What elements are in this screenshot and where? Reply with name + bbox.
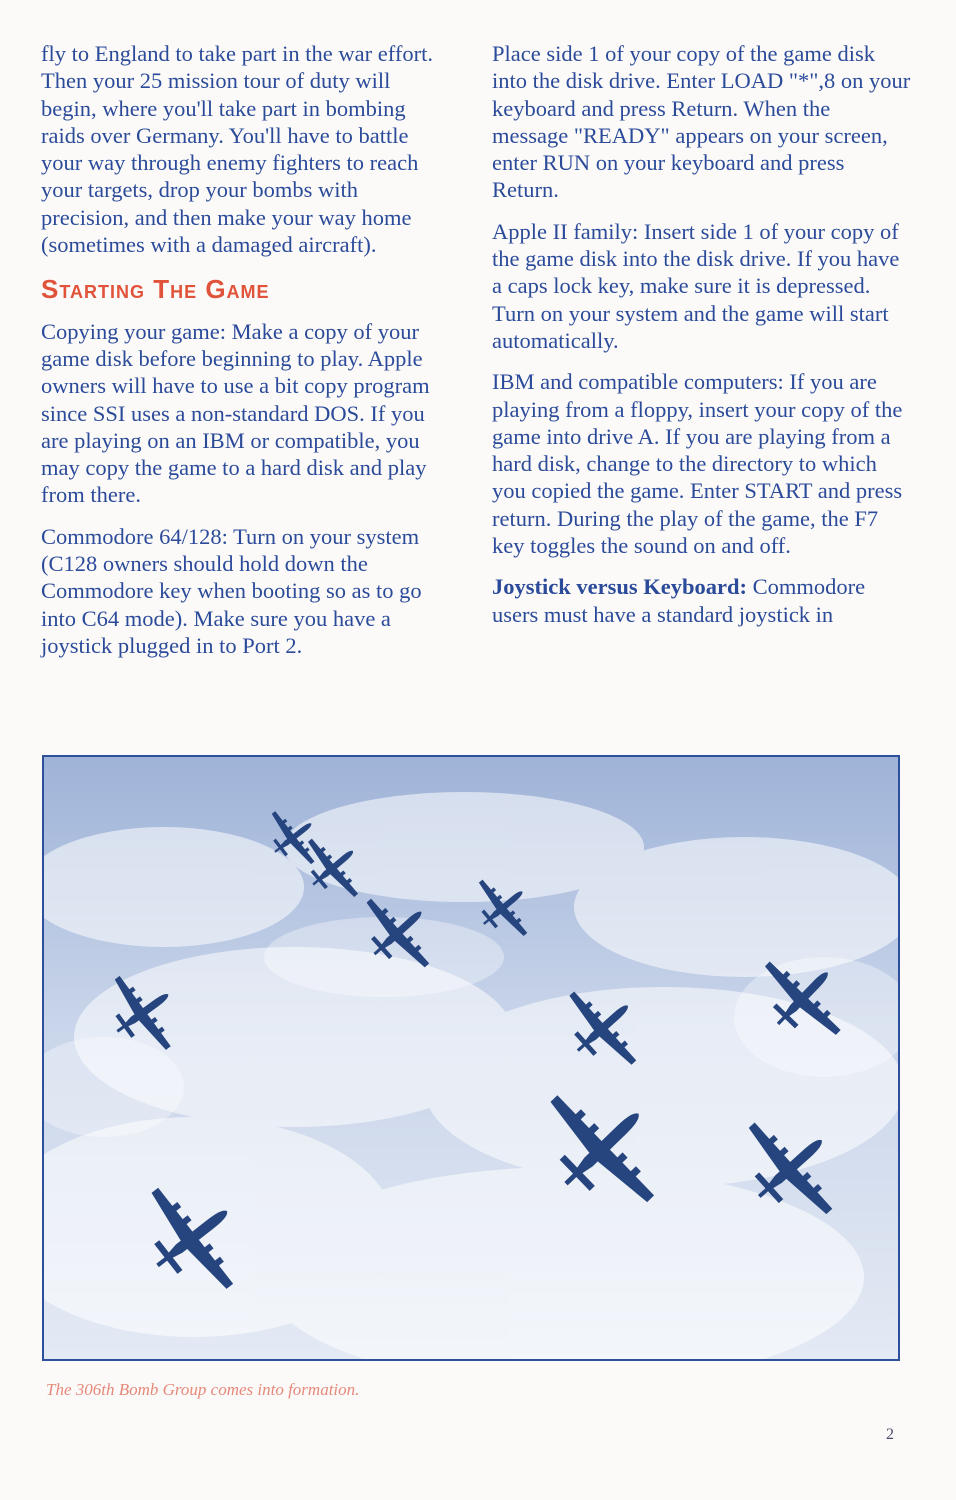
copying-paragraph: Copying your game: Make a copy of your game disk before beginning to play. Apple owners will have to use a bit copy program since SSI uses a non-standard DOS. If you are playing on an IBM or compatible, you may copy the game to a hard disk and play from there. [41,318,430,508]
commodore-continued-paragraph: Place side 1 of your copy of the game disk into the disk drive. Enter LOAD "*",8 on your keyboard and press Return. When the message "READY" appears on your screen, enter RUN on your keyboard and press Return. [492,41,911,203]
section-heading: Starting The Game [41,274,270,305]
apple-paragraph: Apple II family: Insert side 1 of your copy of the game disk into the disk drive. If you have a caps lock key, make sure it is depressed. Turn on your system and the game will start automatically. [492,218,900,353]
left-column [41,40,451,673]
bomber-formation-illustration [44,757,898,1359]
joystick-label: Joystick versus Keyboard: [492,574,747,600]
commodore-paragraph: Commodore 64/128: Turn on your system (C128 owners should hold down the Commodore key when booting so as to go into C64 mode). Make sure you have a joystick plugged in to Port 2. [41,523,422,658]
joystick-text: Commodore users must have a standard joystick in [492,574,866,627]
ibm-paragraph: IBM and compatible computers: If you are playing from a floppy, insert your copy of the game into drive A. If you are playing from a hard disk, change to the directory to which you copied the game. Enter START and press return. During the play of the game, the F7 key toggles the sound on and off. [492,369,903,559]
right-column [492,40,912,642]
joystick-paragraph [492,573,912,628]
bomber-formation-photo [42,755,900,1361]
page-number: 2 [886,1426,894,1443]
photo-caption: The 306th Bomb Group comes into formation. [46,1380,360,1399]
intro-paragraph: fly to England to take part in the war effort. Then your 25 mission tour of duty will begin, where you'll take part in bombing raids over Germany. You'll have to battle your way through enemy fighters to reach your targets, drop your bombs with precision, and then make your way home (sometimes with a damaged aircraft). [41,41,433,258]
